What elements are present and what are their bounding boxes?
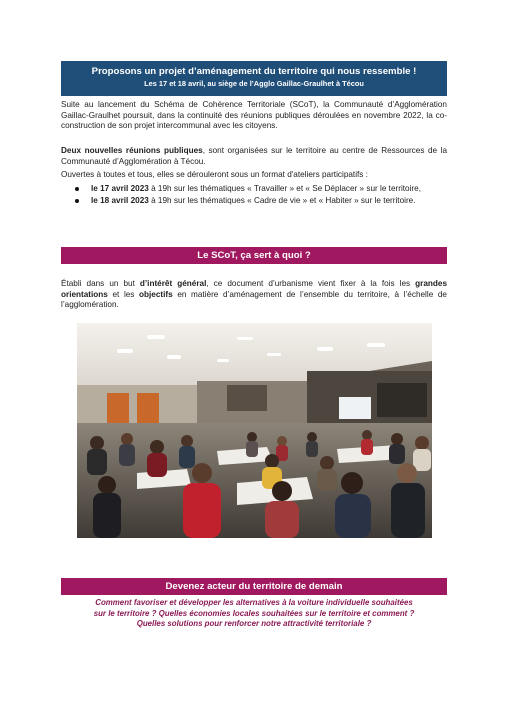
meeting-date: le 18 avril 2023 xyxy=(91,195,149,205)
scot-bold-3: objectifs xyxy=(139,289,173,299)
scot-paragraph xyxy=(61,279,447,311)
meetings-bold-text: Deux nouvelles réunions publiques xyxy=(61,146,203,155)
list-item xyxy=(61,184,447,195)
meeting-list xyxy=(61,184,447,207)
header-subtitle: Les 17 et 18 avril, au siège de l’Agglo Gaillac-Graulhet à Técou xyxy=(144,79,364,88)
scot-text-4: en matière d’aménagement de l’ensemble du territoire, à l’échelle de l’agglomération. xyxy=(61,289,447,310)
meeting-details: à 19h sur les thématiques « Travailler » et « Se Déplacer » sur le territoire, xyxy=(148,184,421,193)
scot-bold-2: grandes orientations xyxy=(61,279,447,299)
header-banner xyxy=(61,61,447,96)
scot-bold-1: d’intérêt général xyxy=(139,279,207,288)
meetings-paragraph xyxy=(61,146,447,167)
meeting-photo-illustration xyxy=(77,323,432,538)
scot-text-2: , ce document d’urbanisme vient fixer à la fois les xyxy=(206,279,416,288)
meeting-details: à 19h sur les thématiques « Cadre de vie » et « Habiter » sur le territoire. xyxy=(148,195,416,205)
section-actor-banner: Devenez acteur du territoire de demain xyxy=(61,578,447,595)
question-line: Quelles solutions pour renforcer notre attractivité territoriale ? xyxy=(136,619,372,629)
meeting-date: le 17 avril 2023 xyxy=(91,184,149,193)
intro-paragraph: Suite au lancement du Schéma de Cohérence Territoriale (SCoT), la Communauté d’Agglomération Gaillac-Graulhet poursuit, dans la continuité des réunions publiques déroulées en novembre 2022, la co-construction de son projet intercommunal avec les citoyens. xyxy=(61,100,447,131)
bullet-icon xyxy=(75,187,79,191)
question-line: sur le territoire ? Quelles économies locales souhaitées sur le territoire et comment ? xyxy=(93,608,415,618)
section-scot-banner: Le SCoT, ça sert à quoi ? xyxy=(61,247,447,264)
bullet-icon xyxy=(75,199,79,203)
meetings-rest-text: , sont organisées sur le territoire au centre de Ressources de la Communauté d’Agglomération à Técou. xyxy=(61,146,447,166)
header-title: Proposons un projet d’aménagement du territoire qui nous ressemble ! xyxy=(91,66,417,77)
list-item xyxy=(61,196,447,207)
format-line: Ouvertes à toutes et tous, elles se dérouleront sous un format d'ateliers participatifs : xyxy=(61,170,368,179)
closing-questions xyxy=(61,598,447,630)
meeting-photo xyxy=(77,323,432,538)
scot-text-1: Établi dans un but xyxy=(61,279,140,288)
scot-text-3: et les xyxy=(107,289,140,299)
question-line: Comment favoriser et développer les alternatives à la voiture individuelle souhaitées xyxy=(95,598,413,607)
